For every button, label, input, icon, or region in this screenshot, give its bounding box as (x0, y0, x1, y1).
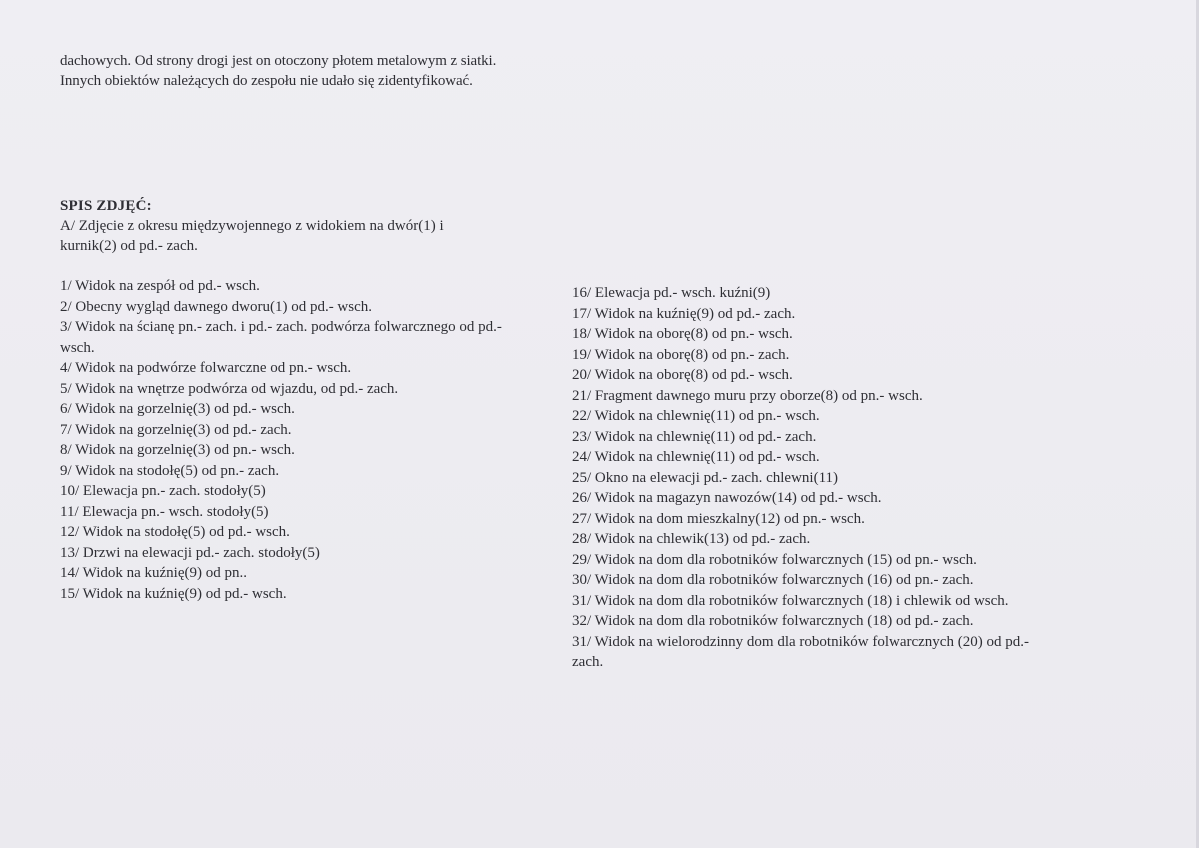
photo-list-item: 13/ Drzwi na elewacji pd.- zach. stodoły(5) (60, 544, 320, 561)
photo-list-item: 31/ Widok na dom dla robotników folwarcznych (18) i chlewik od wsch. (572, 592, 1009, 609)
photo-list-item: 20/ Widok na oborę(8) od pd.- wsch. (572, 367, 793, 383)
photo-list-item: 5/ Widok na wnętrze podwórza od wjazdu, od pd.- zach. (60, 380, 399, 397)
photo-list-item: 8/ Widok na gorzelnię(3) od pn.- wsch. (60, 442, 295, 458)
photo-a-entry (60, 216, 444, 256)
photo-list-left-column (60, 276, 502, 604)
photo-list-item: 26/ Widok na magazyn nawozów(14) od pd.- wsch. (572, 490, 882, 506)
photo-list-item: 6/ Widok na gorzelnię(3) od pd.- wsch. (60, 401, 295, 417)
photo-list-item: 17/ Widok na kuźnię(9) od pd.- zach. (572, 305, 796, 322)
photo-list-item: 24/ Widok na chlewnię(11) od pd.- wsch. (572, 449, 820, 465)
photo-list-right-column (572, 283, 1029, 673)
photo-list-item: 28/ Widok na chlewik(13) od pd.- zach. (572, 531, 811, 547)
photo-list-item: 32/ Widok na dom dla robotników folwarcznych (18) od pd.- zach. (572, 613, 974, 629)
photo-a-line: kurnik(2) od pd.- zach. (60, 238, 198, 254)
photo-list-item: 23/ Widok na chlewnię(11) od pd.- zach. (572, 428, 817, 445)
photo-list-item: 1/ Widok na zespół od pd.- wsch. (60, 278, 260, 294)
photo-list-item: 11/ Elewacja pn.- wsch. stodoły(5) (60, 503, 269, 520)
photo-list-item: zach. (572, 654, 604, 670)
photo-list-item: 16/ Elewacja pd.- wsch. kuźni(9) (572, 285, 771, 301)
photo-list-item: 10/ Elewacja pn.- zach. stodoły(5) (60, 483, 266, 499)
photo-list-item: 30/ Widok na dom dla robotników folwarcznych (16) od pn.- zach. (572, 572, 974, 588)
photo-list-item: 22/ Widok na chlewnię(11) od pn.- wsch. (572, 408, 820, 424)
photo-list-item: 29/ Widok na dom dla robotników folwarcznych (15) od pn.- wsch. (572, 551, 977, 568)
photo-list-heading: SPIS ZDJĘĆ: (60, 198, 152, 214)
photo-list-item: 25/ Okno na elewacji pd.- zach. chlewni(11) (572, 469, 839, 486)
intro-paragraph (60, 51, 496, 91)
photo-list-item: 18/ Widok na oborę(8) od pn.- wsch. (572, 326, 793, 342)
photo-list-item: 7/ Widok na gorzelnię(3) od pd.- zach. (60, 421, 292, 438)
intro-line: dachowych. Od strony drogi jest on otoczony płotem metalowym z siatki. (60, 53, 497, 69)
photo-list-item: 31/ Widok na wielorodzinny dom dla robotników folwarcznych (20) od pd.- (572, 633, 1029, 650)
photo-list-item: 2/ Obecny wygląd dawnego dworu(1) od pd.- wsch. (60, 298, 373, 315)
photo-list-item: wsch. (60, 339, 95, 356)
photo-list-item: 4/ Widok na podwórze folwarczne od pn.- wsch. (60, 360, 352, 376)
photo-list-item: 3/ Widok na ścianę pn.- zach. i pd.- zach. podwórza folwarcznego od pd.- (60, 319, 502, 335)
photo-list-item: 19/ Widok na oborę(8) od pn.- zach. (572, 346, 790, 363)
photo-list-item: 27/ Widok na dom mieszkalny(12) od pn.- wsch. (572, 510, 865, 527)
photo-list-item: 9/ Widok na stodołę(5) od pn.- zach. (60, 462, 280, 479)
photo-list-item: 14/ Widok na kuźnię(9) od pn.. (60, 565, 248, 581)
photo-list-item: 15/ Widok na kuźnię(9) od pd.- wsch. (60, 585, 287, 602)
intro-line: Innych obiektów należących do zespołu nie udało się zidentyfikować. (60, 73, 473, 89)
photo-a-line: A/ Zdjęcie z okresu międzywojennego z widokiem na dwór(1) i (60, 218, 444, 234)
photo-list-item: 21/ Fragment dawnego muru przy oborze(8) od pn.- wsch. (572, 387, 923, 404)
photo-list-item: 12/ Widok na stodołę(5) od pd.- wsch. (60, 524, 290, 540)
